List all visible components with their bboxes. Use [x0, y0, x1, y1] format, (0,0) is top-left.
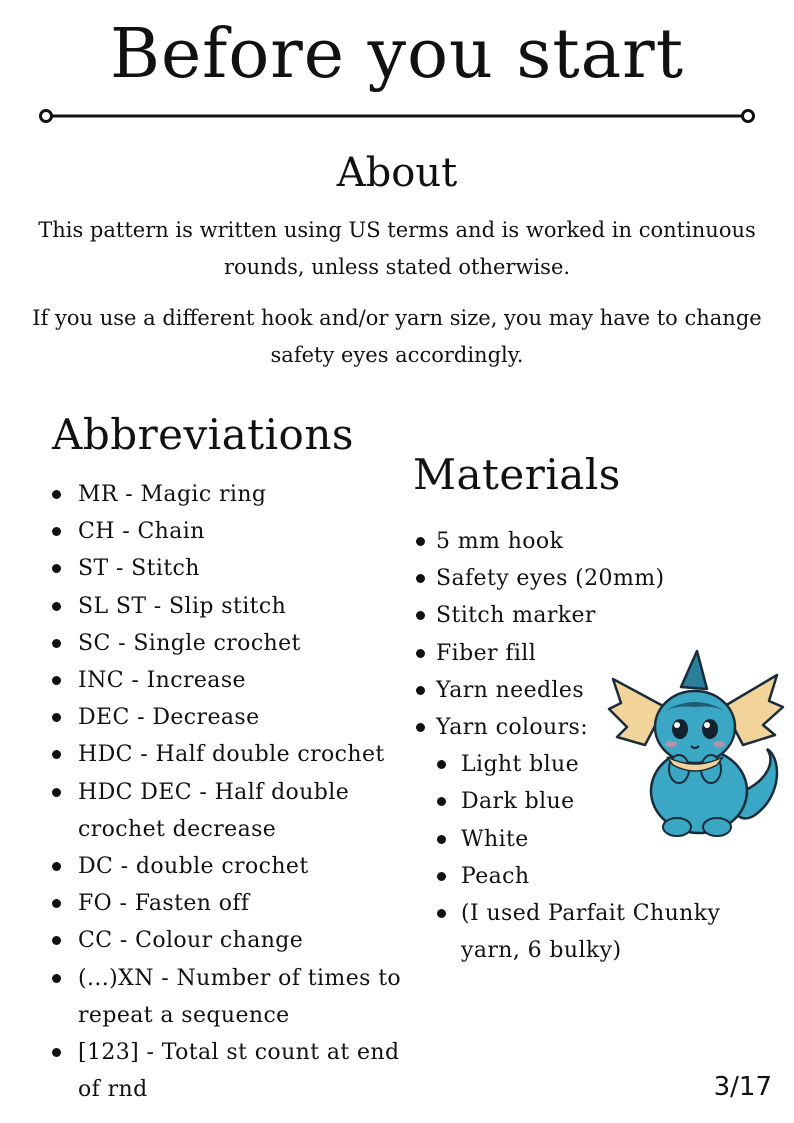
abbreviation-item: DEC - Decrease: [78, 699, 408, 736]
materials-heading: Materials: [413, 450, 621, 499]
yarn-colour-item: Dark blue: [461, 783, 776, 820]
abbreviation-item: CH - Chain: [78, 513, 408, 550]
material-item: Yarn needles: [436, 672, 776, 709]
abbreviations-heading: Abbreviations: [52, 410, 354, 459]
material-item: Fiber fill: [436, 635, 776, 672]
page-number: 3/17: [713, 1072, 772, 1102]
material-item: Yarn colours:: [436, 709, 776, 746]
yarn-colour-item: Peach: [461, 858, 776, 895]
abbreviation-item: HDC DEC - Half double crochet decrease: [78, 774, 408, 848]
material-item: 5 mm hook: [436, 523, 776, 560]
title-divider: [38, 104, 756, 128]
yarn-colour-item: White: [461, 821, 776, 858]
abbreviation-item: SC - Single crochet: [78, 625, 408, 662]
abbreviation-item: FO - Fasten off: [78, 885, 408, 922]
material-item: Stitch marker: [436, 597, 776, 634]
abbreviation-item: DC - double crochet: [78, 848, 408, 885]
about-heading: About: [336, 150, 458, 196]
about-paragraph: This pattern is written using US terms and is worked in continuous rounds, unless stated otherwise.: [38, 218, 756, 279]
page-title: Before you start: [109, 15, 685, 94]
abbreviation-item: [123] - Total st count at end of rnd: [78, 1034, 408, 1108]
mascot-illustration: [605, 645, 785, 845]
yarn-colour-item: (I used Parfait Chunky yarn, 6 bulky): [461, 895, 751, 969]
abbreviation-item: MR - Magic ring: [78, 476, 408, 513]
abbreviation-item: INC - Increase: [78, 662, 408, 699]
about-paragraph: If you use a different hook and/or yarn size, you may have to change safety eyes accordingly.: [32, 306, 762, 367]
abbreviation-item: SL ST - Slip stitch: [78, 588, 408, 625]
yarn-colour-item: Light blue: [461, 746, 776, 783]
abbreviations-list: [78, 476, 408, 1108]
abbreviation-item: ST - Stitch: [78, 550, 408, 587]
material-item: Safety eyes (20mm): [436, 560, 776, 597]
abbreviation-item: (...)XN - Number of times to repeat a sequence: [78, 960, 408, 1034]
abbreviation-item: HDC - Half double crochet: [78, 736, 408, 773]
abbreviation-item: CC - Colour change: [78, 922, 408, 959]
